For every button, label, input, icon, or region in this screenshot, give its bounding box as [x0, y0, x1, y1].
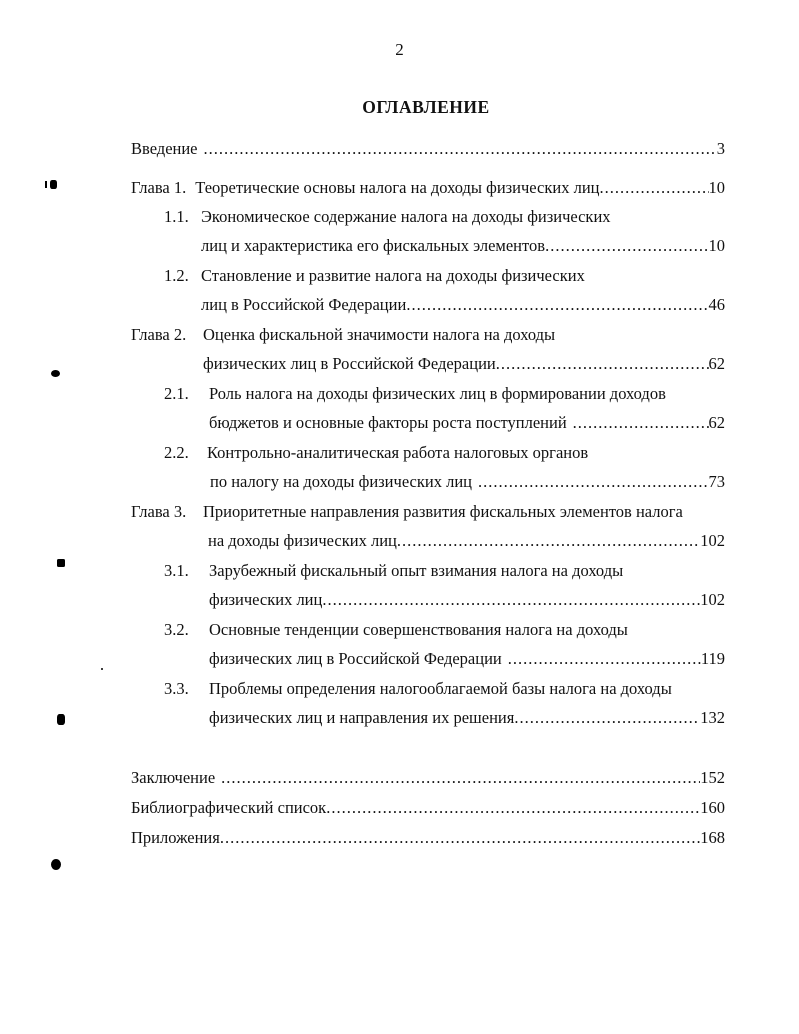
section-title-cont: бюджетов и основные факторы роста поступлений: [209, 413, 567, 432]
chapter-page: 62: [708, 354, 725, 373]
toc-entry-bibliography[interactable]: [131, 798, 725, 818]
toc-chapter-1[interactable]: [131, 178, 725, 198]
toc-section-1-2[interactable]: [201, 295, 725, 315]
section-title[interactable]: Контрольно-аналитическая работа налоговых органов: [207, 443, 589, 462]
section-title[interactable]: Становление и развитие налога на доходы физических: [201, 266, 585, 285]
toc-entry-intro[interactable]: [131, 139, 725, 159]
section-title-cont: физических лиц в Российской Федерации: [209, 649, 502, 668]
toc-section-3-2[interactable]: [209, 649, 725, 669]
toc-entry-page: 168: [700, 828, 725, 847]
section-title[interactable]: Роль налога на доходы физических лиц в формировании доходов: [209, 384, 666, 403]
toc-title: ОГЛАВЛЕНИЕ: [362, 97, 490, 117]
section-title[interactable]: Основные тенденции совершенствования налога на доходы: [209, 620, 628, 639]
section-title[interactable]: Зарубежный фискальный опыт взимания налога на доходы: [209, 561, 624, 580]
section-title-cont: физических лиц и направления их решения: [209, 708, 515, 727]
section-number: 1.2.: [164, 266, 189, 285]
chapter-number: Глава 2.: [131, 325, 187, 344]
chapter-number: Глава 1.: [131, 178, 187, 197]
chapter-title: Теоретические основы налога на доходы физических лиц: [195, 178, 600, 197]
chapter-page: 10: [708, 178, 725, 197]
toc-section-1-1[interactable]: [201, 236, 725, 256]
section-number: 3.1.: [164, 561, 189, 580]
toc-section-2-2[interactable]: [210, 472, 725, 492]
scan-speck: [57, 559, 65, 567]
section-number: 3.3.: [164, 679, 189, 698]
section-title[interactable]: Экономическое содержание налога на доходы физических: [201, 207, 611, 226]
toc-entry-label: Приложения: [131, 828, 220, 847]
section-page: 62: [708, 413, 725, 432]
toc-chapter-2[interactable]: [203, 354, 725, 374]
section-number: 2.1.: [164, 384, 189, 403]
toc-section-3-3[interactable]: [209, 708, 725, 728]
section-number: 3.2.: [164, 620, 189, 639]
section-title-cont: физических лиц: [209, 590, 323, 609]
toc-entry-page: 3: [716, 139, 725, 158]
section-number: 2.2.: [164, 443, 189, 462]
chapter-page: 102: [700, 531, 725, 550]
section-title[interactable]: Проблемы определения налогооблагаемой базы налога на доходы: [209, 679, 672, 698]
chapter-title-cont: на доходы физических лиц: [208, 531, 397, 550]
section-page: 119: [700, 649, 725, 668]
section-page: 73: [708, 472, 725, 491]
section-number: 1.1.: [164, 207, 189, 226]
scan-speck: [51, 370, 60, 377]
toc-entry-conclusion[interactable]: [131, 768, 725, 788]
page-number: 2: [395, 40, 404, 59]
toc-entry-label: Заключение: [131, 768, 216, 787]
chapter-title[interactable]: Оценка фискальной значимости налога на доходы: [203, 325, 556, 344]
chapter-title-cont: физических лиц в Российской Федерации: [203, 354, 496, 373]
section-page: 46: [708, 295, 725, 314]
section-title-cont: лиц и характеристика его фискальных элементов: [201, 236, 546, 255]
scan-speck: [57, 714, 65, 725]
chapter-number: Глава 3.: [131, 502, 187, 521]
chapter-title[interactable]: Приоритетные направления развития фискальных элементов налога: [203, 502, 683, 521]
toc-section-2-1[interactable]: [209, 413, 725, 433]
toc-entry-appendices[interactable]: [131, 828, 725, 848]
scan-speck: [51, 859, 61, 870]
toc-chapter-3[interactable]: [208, 531, 725, 551]
section-page: 102: [700, 590, 725, 609]
scan-speck: [101, 668, 103, 670]
toc-section-3-1[interactable]: [209, 590, 725, 610]
section-page: 10: [708, 236, 725, 255]
section-title-cont: лиц в Российской Федерации: [201, 295, 407, 314]
scan-speck: [45, 181, 47, 188]
toc-entry-label: Введение: [131, 139, 198, 158]
toc-entry-label: Библиографический список: [131, 798, 327, 817]
section-title-cont: по налогу на доходы физических лиц: [210, 472, 472, 491]
section-page: 132: [700, 708, 725, 727]
toc-entry-page: 160: [700, 798, 725, 817]
toc-entry-page: 152: [700, 768, 725, 787]
scan-speck: [50, 180, 57, 189]
